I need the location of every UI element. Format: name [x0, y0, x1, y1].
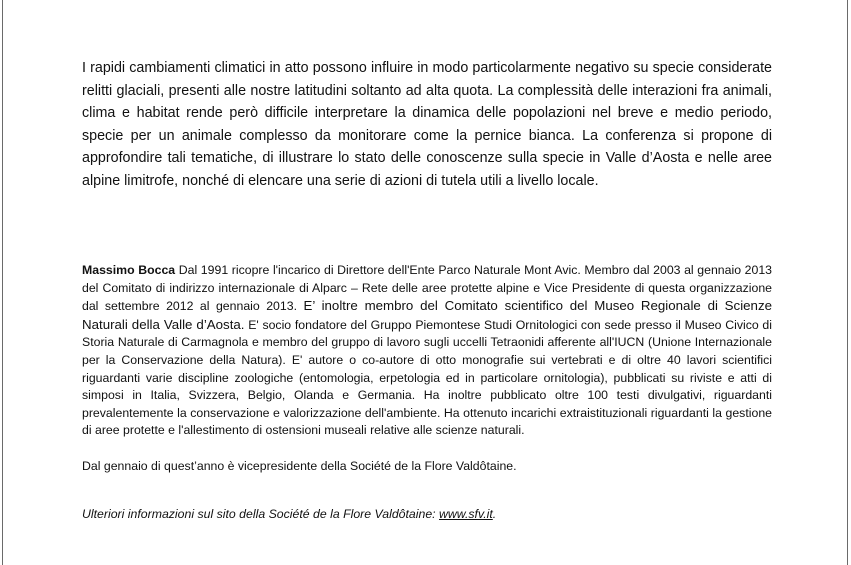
- footer-suffix: .: [492, 507, 497, 521]
- page-right-border: [847, 0, 848, 565]
- page-left-border: [2, 0, 3, 565]
- bio-text-part1: Dal 1991 ricopre l'incarico di Direttore dell'Ente Parco Naturale Mont Avic. Membro dal 2003 al gennaio 2013 del Comitato di indirizzo internazionale di Alparc – Rete delle aree protette alpine e Vice Presidente di questa organizzazione dal settembre 2012 al gennaio 2013.: [82, 263, 772, 314]
- bio-update-line: Dal gennaio di quest’anno è vicepresidente della Société de la Flore Valdôtaine.: [82, 459, 517, 473]
- bio-name: Massimo Bocca: [82, 263, 176, 277]
- footer-note: [82, 506, 772, 524]
- intro-paragraph: I rapidi cambiamenti climatici in atto possono influire in modo particolarmente negativo su specie considerate relitti glaciali, presenti alle nostre latitudini soltanto ad alta quota. La complessità delle interazioni fra animali, clima e habitat rende però difficile interpretare la dinamica delle popolazioni nel breve e medio periodo, specie per un animale complesso da monitorare come la pernice bianca. La conferenza si propone di approfondire tali tematiche, di illustrare lo stato delle conoscenze sulla specie in Valle d’Aosta e nelle aree alpine limitrofe, nonché di elencare una serie di azioni di tutela utili a livello locale.: [82, 60, 772, 189]
- footer-text: Ulteriori informazioni sul sito della Société de la Flore Valdôtaine:: [82, 507, 440, 521]
- sfv-website-link[interactable]: www.sfv.it: [439, 507, 493, 521]
- bio-museum-committee: E’ inoltre membro del Comitato scientifico del Museo Regionale di Scienze Naturali della Valle d’Aosta.: [82, 298, 772, 332]
- bio-paragraph: [82, 262, 772, 440]
- bio-text-part2: E' socio fondatore del Gruppo Piemontese Studi Ornitologici con sede presso il Museo Civico di Storia Naturale di Carmagnola e membro del gruppo di lavoro sugli uccelli Tetraonidi afferente all'IUCN (Unione Internazionale per la Conservazione della Natura). E' autore o co-autore di otto monografie sui vertebrati e di oltre 40 lavori scientifici riguardanti varie discipline zoologiche (entomologia, erpetologia ed in particolare ornitologia), pubblicati su riviste e atti di simposi in Italia, Svizzera, Belgio, Olanda e Germania. Ha inoltre pubblicato oltre 100 testi divulgativi, riguardanti prevalentemente la conservazione e valorizzazione dell'ambiente. Ha ottenuto incarichi extraistituzionali riguardanti la gestione di aree protette e l'allestimento di ostensioni museali relative alle scienze naturali.: [82, 317, 772, 438]
